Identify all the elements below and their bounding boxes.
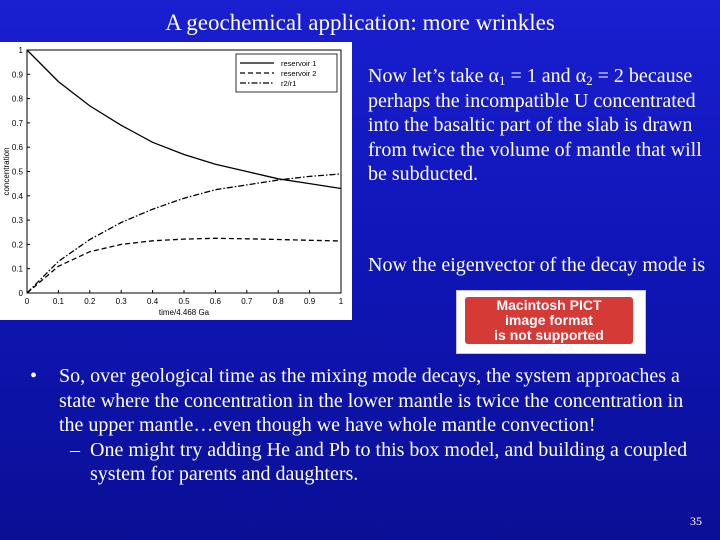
sub-bullet-text: One might try adding He and Pb to this box model, and building a coupled system for parents and daughters.: [90, 438, 688, 485]
x-tick-label: 0.7: [241, 297, 253, 306]
x-tick-label: 0.9: [304, 297, 316, 306]
legend-label-3: r2/r1: [281, 79, 297, 88]
y-tick-label: 0.5: [11, 167, 23, 177]
bullet-item: [30, 364, 710, 438]
y-tick-label: 0.8: [11, 94, 23, 104]
alpha-2-subscript: 2: [586, 73, 593, 88]
chart-svg: [0, 42, 352, 320]
paragraph-eigenvector: Now the eigenvector of the decay mode is: [368, 254, 706, 276]
y-tick-label: 0.1: [11, 264, 23, 274]
x-tick-label: 0: [24, 297, 30, 306]
bullet-marker: •: [30, 365, 38, 387]
y-tick-label: 0.7: [11, 118, 23, 128]
slide-title: A geochemical application: more wrinkles: [165, 10, 555, 35]
y-tick-label: 0.2: [11, 240, 23, 250]
bullet-text: So, over geological time as the mixing mode decays, the system approaches a state where the concentration in the lower mantle is twice the concentration in the upper mantle…even though we have whole mantle convection!: [59, 365, 684, 436]
pict-line-3: is not supported: [494, 327, 604, 343]
paragraph-alpha: [368, 64, 708, 187]
pict-placeholder-image: [456, 290, 646, 354]
y-tick-label: 0.4: [11, 191, 23, 201]
alpha-2-symbol: α: [575, 65, 587, 87]
alpha-1-subscript: 1: [499, 73, 506, 88]
pict-line-2: image format: [505, 312, 593, 328]
legend-label-1: reservoir 1: [281, 59, 317, 68]
x-tick-label: 0.2: [84, 297, 96, 306]
x-tick-label: 1: [338, 297, 344, 306]
x-tick-label: 0.5: [178, 297, 190, 306]
sub-bullet-marker: –: [70, 438, 80, 461]
y-tick-label: 0.9: [11, 70, 23, 80]
x-tick-label: 0.6: [209, 297, 221, 306]
y-tick-label: 1: [18, 46, 23, 55]
x-tick-label: 0.8: [272, 297, 284, 306]
pict-line-1: Macintosh PICT: [496, 297, 602, 313]
bullet-list: [30, 364, 710, 487]
y-tick-label: 0.6: [11, 143, 23, 153]
para1-suffix: = 2 because perhaps the incompatible U concentrated into the basaltic part of the slab is drawn from twice the volume of mantle that will be subducted.: [368, 65, 702, 185]
page-number: 35: [690, 514, 702, 528]
sub-bullet-item: [30, 438, 710, 487]
para1-mid: = 1 and: [505, 65, 576, 87]
x-tick-label: 0.1: [52, 297, 64, 306]
legend-label-2: reservoir 2: [281, 69, 317, 78]
x-tick-label: 0.4: [147, 297, 159, 306]
concentration-chart: [0, 42, 352, 320]
series-line-3: [27, 174, 341, 293]
y-tick-label: 0: [18, 289, 23, 298]
alpha-1-symbol: α: [488, 65, 500, 87]
y-tick-label: 0.3: [11, 216, 23, 226]
pict-unsupported-badge: [465, 297, 633, 344]
x-axis-label: time/4.468 Ga: [158, 308, 210, 317]
series-line-2: [27, 238, 341, 293]
para1-prefix: Now let’s take: [368, 65, 489, 87]
x-tick-label: 0.3: [115, 297, 127, 306]
y-axis-label: concentration: [2, 147, 11, 196]
